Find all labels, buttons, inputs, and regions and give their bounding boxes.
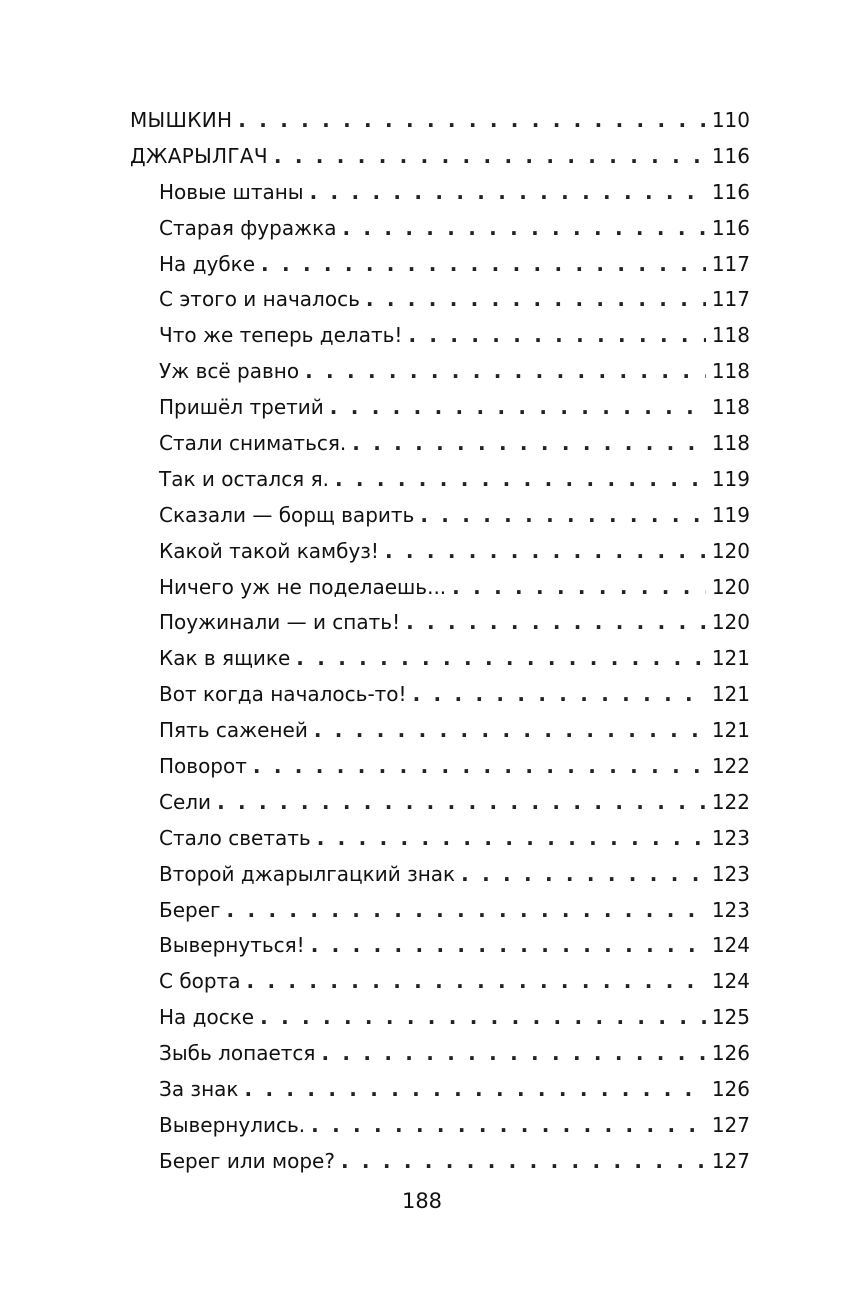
toc-entry-title: На доске — [159, 1005, 255, 1030]
toc-entry-page: 118 — [711, 323, 750, 348]
dot-leader — [244, 1072, 705, 1108]
dot-leader — [261, 247, 706, 283]
toc-entry-title: Пять саженей — [159, 718, 308, 743]
toc-entry-page: 116 — [711, 179, 750, 204]
toc-entry-page: 124 — [711, 933, 750, 958]
toc-chapter-entry — [130, 1000, 750, 1036]
toc-entry-page: 125 — [711, 1005, 750, 1030]
toc-entry-title: Вывернулись. — [159, 1112, 306, 1137]
toc-chapter-entry — [130, 498, 750, 534]
dot-leader — [260, 1000, 706, 1036]
toc-entry-title: Что же теперь делать! — [159, 323, 403, 348]
toc-entry-page: 118 — [711, 359, 750, 384]
toc-entry-page: 119 — [711, 466, 750, 491]
toc-entries — [130, 103, 750, 1180]
toc-entry-title: Берег — [159, 897, 221, 922]
toc-chapter-entry — [130, 785, 750, 821]
toc-entry-title: Какой такой камбуз! — [159, 538, 379, 563]
toc-entry-page: 122 — [711, 789, 750, 814]
toc-entry-title: Новые штаны — [159, 179, 304, 204]
toc-chapter-entry — [130, 318, 750, 354]
toc-entry-page: 121 — [711, 682, 750, 707]
toc-entry-title: Стали сниматься. — [159, 431, 347, 456]
toc-chapter-entry — [130, 857, 750, 893]
toc-entry-page: 123 — [711, 825, 750, 850]
dot-leader — [217, 785, 706, 821]
toc-entry-title: Берег или море? — [159, 1148, 335, 1173]
toc-entry-page: 119 — [711, 502, 750, 527]
toc-entry-page: 126 — [711, 1077, 750, 1102]
dot-leader — [317, 821, 706, 857]
toc-entry-title: Стало светать — [159, 825, 311, 850]
toc-entry-title: Второй джарылгацкий знак — [159, 861, 456, 886]
toc-entry-page: 123 — [711, 861, 750, 886]
dot-leader — [330, 390, 706, 426]
toc-entry-page: 124 — [711, 969, 750, 994]
toc-chapter-entry — [130, 749, 750, 785]
toc-entry-page: 120 — [711, 574, 750, 599]
toc-entry-title: Пришёл третий — [159, 395, 324, 420]
toc-entry-page: 120 — [711, 538, 750, 563]
toc-chapter-entry — [130, 1036, 750, 1072]
toc-entry-page: 127 — [711, 1148, 750, 1173]
dot-leader — [408, 318, 705, 354]
toc-entry-title: Поворот — [159, 754, 247, 779]
dot-leader — [296, 641, 706, 677]
toc-entry-page: 122 — [711, 754, 750, 779]
toc-entry-page: 121 — [711, 718, 750, 743]
toc-entry-page: 120 — [711, 610, 750, 635]
toc-entry-title: Как в ящике — [159, 646, 291, 671]
toc-entry-page: 117 — [711, 287, 750, 312]
toc-chapter-entry — [130, 928, 750, 964]
dot-leader — [385, 534, 706, 570]
toc-section-entry — [130, 103, 750, 139]
dot-leader — [227, 893, 706, 929]
toc-entry-title: ДЖАРЫЛГАЧ — [130, 143, 268, 168]
dot-leader — [335, 462, 706, 498]
dot-leader — [311, 928, 706, 964]
toc-entry-title: Старая фуражка — [159, 215, 337, 240]
dot-leader — [321, 1036, 705, 1072]
toc-entry-title: Вот когда началось-то! — [159, 682, 407, 707]
dot-leader — [314, 713, 706, 749]
dot-leader — [311, 1108, 706, 1144]
toc-entry-page: 126 — [711, 1041, 750, 1066]
toc-entry-title: С этого и началось — [159, 287, 360, 312]
dot-leader — [406, 605, 706, 641]
toc-entry-title: Вывернуться! — [159, 933, 305, 958]
dot-leader — [274, 139, 706, 175]
dot-leader — [305, 354, 706, 390]
dot-leader — [247, 964, 706, 1000]
toc-chapter-entry — [130, 605, 750, 641]
dot-leader — [461, 857, 706, 893]
toc-chapter-entry — [130, 462, 750, 498]
toc-chapter-entry — [130, 641, 750, 677]
toc-chapter-entry — [130, 354, 750, 390]
toc-entry-page: 110 — [711, 108, 750, 132]
dot-leader — [420, 498, 705, 534]
toc-entry-title: За знак — [159, 1077, 239, 1102]
toc-chapter-entry — [130, 175, 750, 211]
toc-chapter-entry — [130, 893, 750, 929]
dot-leader — [452, 570, 706, 606]
toc-entry-title: Уж всё равно — [159, 359, 300, 384]
toc-entry-page: 123 — [711, 897, 750, 922]
toc-chapter-entry — [130, 534, 750, 570]
toc-entry-page: 118 — [711, 395, 750, 420]
dot-leader — [366, 282, 706, 318]
dot-leader — [238, 103, 706, 139]
toc-chapter-entry — [130, 964, 750, 1000]
toc-chapter-entry — [130, 1072, 750, 1108]
toc-entry-page: 116 — [711, 215, 750, 240]
toc-chapter-entry — [130, 821, 750, 857]
dot-leader — [352, 426, 706, 462]
toc-section-entry — [130, 139, 750, 175]
dot-leader — [342, 211, 705, 247]
toc-entry-title: Сели — [159, 789, 212, 814]
toc-entry-title: На дубке — [159, 251, 256, 276]
dot-leader — [253, 749, 706, 785]
toc-entry-title: Зыбь лопается — [159, 1041, 316, 1066]
toc-chapter-entry — [130, 390, 750, 426]
toc-chapter-entry — [130, 1108, 750, 1144]
toc-chapter-entry — [130, 570, 750, 606]
toc-chapter-entry — [130, 426, 750, 462]
toc-chapter-entry — [130, 1144, 750, 1180]
page-number: 188 — [401, 1189, 443, 1213]
toc-entry-title: Так и остался я. — [159, 466, 329, 491]
toc-entry-page: 116 — [711, 143, 750, 168]
toc-entry-page: 117 — [711, 251, 750, 276]
dot-leader — [341, 1144, 706, 1180]
toc-chapter-entry — [130, 677, 750, 713]
toc-chapter-entry — [130, 713, 750, 749]
toc-chapter-entry — [130, 247, 750, 283]
toc-entry-title: С борта — [159, 969, 241, 994]
dot-leader — [310, 175, 706, 211]
toc-entry-page: 121 — [711, 646, 750, 671]
toc-entry-page: 118 — [711, 431, 750, 456]
toc-chapter-entry — [130, 211, 750, 247]
toc-entry-page: 127 — [711, 1112, 750, 1137]
toc-entry-title: Поужинали — и спать! — [159, 610, 401, 635]
toc-entry-title: МЫШКИН — [130, 108, 233, 132]
toc-chapter-entry — [130, 282, 750, 318]
toc-entry-title: Сказали — борщ варить — [159, 502, 415, 527]
dot-leader — [413, 677, 706, 713]
toc-entry-title: Ничего уж не поделаешь... — [159, 574, 447, 599]
table-of-contents — [130, 103, 750, 1180]
